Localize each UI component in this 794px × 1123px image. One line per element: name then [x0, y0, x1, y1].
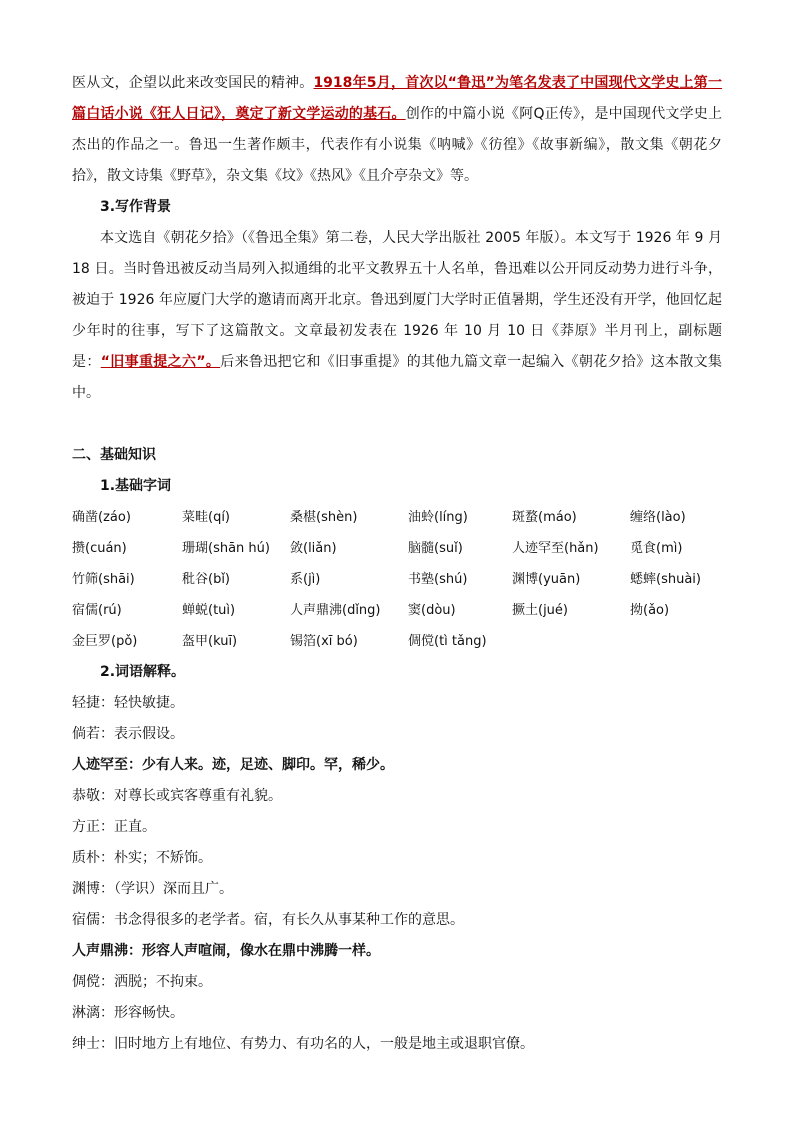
- writing-background-heading: 3.写作背景: [100, 199, 172, 215]
- word-item: 竹筛(shāi): [72, 572, 135, 587]
- word-item: 攒(cuán): [72, 541, 127, 556]
- word-item: 金巨罗(pǒ): [72, 634, 138, 649]
- word-explanations-heading: 2.词语解释。: [100, 664, 186, 680]
- word-item: 渊博(yuān): [512, 572, 581, 587]
- word-item: 书塾(shú): [408, 572, 468, 587]
- writing-background-paragraph: [72, 223, 722, 409]
- author-intro-paragraph: [72, 68, 722, 192]
- word-item: 蟋蟀(shuài): [630, 572, 701, 587]
- word-item: 撅土(jué): [512, 603, 568, 618]
- word-item: 锡箔(xī bó): [290, 634, 358, 649]
- basic-words-heading: 1.基础字词: [100, 478, 172, 494]
- basic-knowledge-heading: 二、基础知识: [72, 447, 156, 463]
- definition-item: 淋漓：形容畅快。: [72, 1005, 184, 1021]
- word-item: 脑髓(suǐ): [408, 541, 463, 556]
- definition-item: 渊博：（学识）深而且广。: [72, 881, 233, 897]
- definition-item: 倘若：表示假设。: [72, 726, 184, 742]
- definition-item: 绅士：旧时地方上有地位、有势力、有功名的人，一般是地主或退职官僚。: [72, 1036, 534, 1052]
- definition-item: 质朴：朴实；不矫饰。: [72, 850, 212, 866]
- word-item: 敛(liǎn): [290, 541, 337, 556]
- intro-start: 医从文，企望以此来改变国民的精神。: [72, 75, 314, 91]
- definition-item: 宿儒：书念得很多的老学者。宿，有长久从事某种工作的意思。: [72, 912, 464, 928]
- definition-item: 方正：正直。: [72, 819, 156, 835]
- word-item: 人声鼎沸(dǐng): [290, 603, 381, 618]
- definition-item: 轻捷：轻快敏捷。: [72, 695, 184, 711]
- word-pinyin-grid: [72, 502, 722, 657]
- word-item: 菜畦(qí): [182, 510, 231, 525]
- document-page: [72, 68, 722, 1060]
- definition-item: 倜傥：洒脱；不拘束。: [72, 974, 212, 990]
- word-item: 蝉蜕(tuì): [182, 603, 236, 618]
- word-item: 人迹罕至(hǎn): [512, 541, 599, 556]
- word-item: 觅食(mì): [630, 541, 683, 556]
- background-highlight: “旧事重提之六”。: [100, 354, 221, 370]
- word-item: 盔甲(kuī): [182, 634, 238, 649]
- intro-highlight: 1918年5月，首次以“鲁迅”为笔名发表了中国现代文学史上第一篇白话小说《狂人日记》，奠定了新文学运动的基石。: [72, 75, 723, 122]
- word-item: 系(jì): [290, 572, 321, 587]
- word-item: 秕谷(bǐ): [182, 572, 231, 587]
- word-item: 宿儒(rú): [72, 603, 122, 618]
- background-text-after: 后来鲁迅把它和《旧事重提》的其他九篇文章一起编入《朝花夕拾》这本散文集中。: [72, 354, 723, 401]
- word-item: 确凿(záo): [72, 510, 131, 525]
- word-item: 珊瑚(shān hú): [182, 541, 270, 556]
- word-item: 倜傥(tì tǎng): [408, 634, 487, 649]
- definition-item: 恭敬：对尊长或宾客尊重有礼貌。: [72, 788, 282, 804]
- word-item: 缠络(lào): [630, 510, 686, 525]
- definition-item: 人迹罕至：少有人来。迹，足迹、脚印。罕，稀少。: [72, 757, 394, 773]
- definition-item: 人声鼎沸：形容人声喧闹，像水在鼎中沸腾一样。: [72, 943, 380, 959]
- intro-rest: 创作的中篇小说《阿Q正传》，是中国现代文学史上杰出的作品之一。鲁迅一生著作颇丰，代表作有小说集《呐喊》《彷徨》《故事新编》，散文集《朝花夕拾》，散文诗集《野草》，杂文集《坟》《热风》《且介亭杂文》等。: [72, 106, 722, 184]
- word-item: 拗(ǎo): [630, 603, 670, 618]
- word-item: 桑椹(shèn): [290, 510, 358, 525]
- word-item: 斑蝥(máo): [512, 510, 577, 525]
- word-item: 窦(dòu): [408, 603, 456, 618]
- definition-list: [72, 688, 722, 1060]
- word-item: 油蛉(líng): [408, 510, 468, 525]
- background-text: 本文选自《朝花夕拾》（《鲁迅全集》第二卷，人民大学出版社 2005 年版）。本文写于 1926 年 9 月 18 日。当时鲁迅被反动当局列入拟通缉的北平文教界五十人名单，鲁迅难以公开同反动势力进行斗争，被迫于 1926 年应厦门大学的邀请而离开北京。鲁迅到厦门大学时正值暑期，学生还没有开学，他回忆起少年时的往事，写下了这篇散文。文章最初发表在 1926 年 10 月 10 日《莽原》半月刊上，副标题是：: [72, 230, 722, 370]
